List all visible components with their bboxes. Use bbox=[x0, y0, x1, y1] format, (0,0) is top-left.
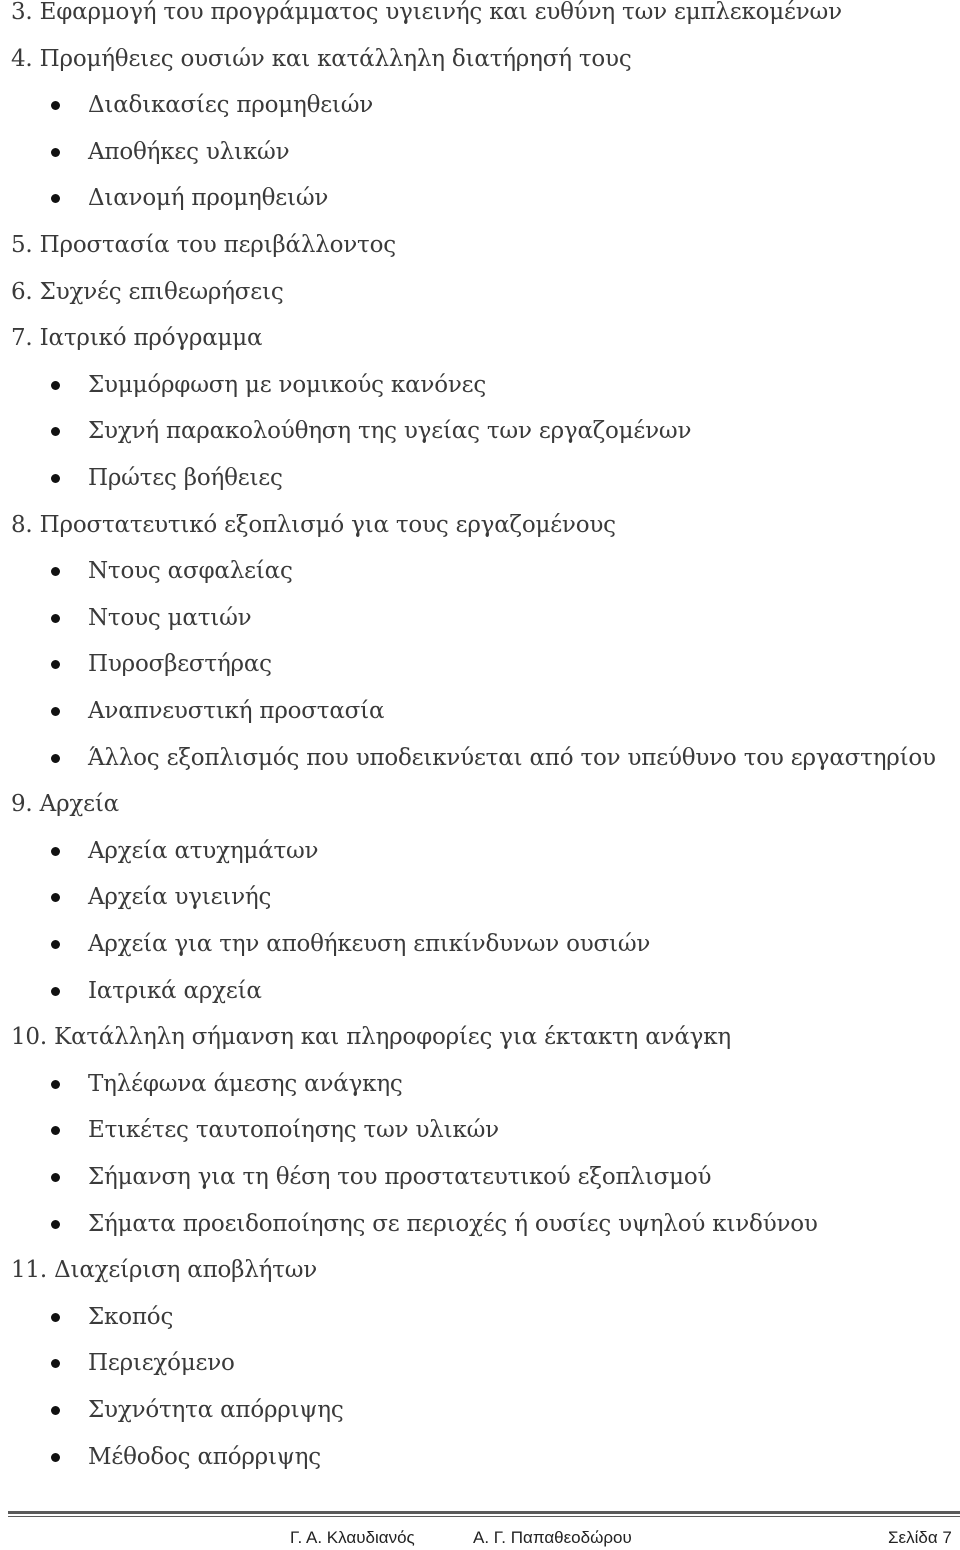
list-item bbox=[88, 743, 936, 773]
list-item bbox=[88, 836, 318, 866]
list-item-text: Συχνότητα απόρριψης bbox=[88, 1397, 344, 1423]
bullet-icon bbox=[51, 1173, 60, 1182]
footer-page-number: Σελίδα 7 bbox=[888, 1528, 952, 1547]
bullet-icon bbox=[51, 1406, 60, 1415]
list-item bbox=[88, 603, 251, 633]
bullet-icon bbox=[51, 194, 60, 203]
list-item-text: Διανομή προμηθειών bbox=[88, 185, 329, 212]
bullet-icon bbox=[51, 148, 60, 157]
list-item-text: Μέθοδος απόρριψης bbox=[88, 1443, 321, 1470]
bullet-icon bbox=[51, 707, 60, 716]
list-item bbox=[88, 1209, 818, 1239]
list-item bbox=[88, 1162, 711, 1192]
list-item bbox=[88, 696, 384, 726]
section-heading: 8. Προστατευτικό εξοπλισμό για τους εργαζομένους bbox=[11, 511, 616, 538]
list-item bbox=[88, 416, 691, 446]
list-item-text: Αρχεία υγιεινής bbox=[88, 884, 272, 911]
section-heading: 10. Κατάλληλη σήμανση και πληροφορίες για έκτακτη ανάγκη bbox=[11, 1024, 731, 1051]
footer-author-2: Α. Γ. Παπαθεοδώρου bbox=[473, 1528, 632, 1547]
section-heading: 3. Εφαρμογή του προγράμματος υγιεινής και ευθύνη των εμπλεκομένων bbox=[11, 0, 842, 25]
list-item bbox=[88, 1395, 344, 1425]
list-item bbox=[88, 1302, 173, 1332]
bullet-icon bbox=[51, 1220, 60, 1229]
section-heading: 11. Διαχείριση αποβλήτων bbox=[11, 1257, 318, 1284]
bullet-icon bbox=[51, 381, 60, 390]
list-item bbox=[88, 556, 293, 586]
bullet-icon bbox=[51, 660, 60, 669]
list-item bbox=[88, 370, 486, 400]
bullet-icon bbox=[51, 567, 60, 576]
bullet-icon bbox=[51, 940, 60, 949]
list-item-text: Συμμόρφωση με νομικούς κανόνες bbox=[88, 371, 487, 398]
list-item-text: Ετικέτες ταυτοποίησης των υλικών bbox=[88, 1117, 499, 1144]
list-item-text: Ντους ματιών bbox=[88, 604, 252, 631]
bullet-icon bbox=[51, 1453, 60, 1462]
bullet-icon bbox=[51, 1080, 60, 1089]
list-item bbox=[88, 90, 373, 120]
list-item bbox=[88, 1115, 499, 1145]
list-item-text: Αναπνευστική προστασία bbox=[88, 698, 385, 724]
list-item-text: Αρχεία ατυχημάτων bbox=[88, 837, 319, 864]
list-item-text: Αποθήκες υλικών bbox=[88, 138, 290, 165]
list-item-text: Ντους ασφαλείας bbox=[88, 558, 293, 585]
list-item-text: Σήματα προειδοποίησης σε περιοχές ή ουσίες υψηλού κινδύνου bbox=[88, 1210, 818, 1237]
bullet-icon bbox=[51, 987, 60, 996]
section-heading: 4. Προμήθειες ουσιών και κατάλληλη διατήρησή τους bbox=[11, 45, 632, 72]
footer-rule-thin bbox=[8, 1516, 960, 1517]
list-item-text: Πυροσβεστήρας bbox=[88, 651, 272, 678]
bullet-icon bbox=[51, 1359, 60, 1368]
footer-author-1: Γ. Α. Κλαυδιανός bbox=[290, 1528, 415, 1547]
bullet-icon bbox=[51, 474, 60, 483]
list-item bbox=[88, 1348, 235, 1378]
section-heading: 5. Προστασία του περιβάλλοντος bbox=[11, 232, 396, 258]
list-item-text: Πρώτες βοήθειες bbox=[88, 465, 283, 491]
list-item bbox=[88, 183, 328, 213]
list-item bbox=[88, 649, 272, 679]
list-item-text: Συχνή παρακολούθηση της υγείας των εργαζομένων bbox=[88, 418, 692, 445]
bullet-icon bbox=[51, 427, 60, 436]
list-item-text: Αρχεία για την αποθήκευση επικίνδυνων ουσιών bbox=[88, 931, 651, 957]
list-item bbox=[88, 137, 289, 167]
list-item-text: Ιατρικά αρχεία bbox=[88, 977, 262, 1004]
list-item bbox=[88, 1069, 403, 1099]
list-item-text: Τηλέφωνα άμεσης ανάγκης bbox=[88, 1070, 403, 1097]
list-item bbox=[88, 976, 262, 1006]
list-item bbox=[88, 1442, 321, 1472]
section-heading: 9. Αρχεία bbox=[11, 791, 119, 818]
bullet-icon bbox=[51, 893, 60, 902]
bullet-icon bbox=[51, 101, 60, 110]
list-item bbox=[88, 463, 283, 493]
bullet-icon bbox=[51, 1126, 60, 1135]
list-item bbox=[88, 929, 650, 959]
list-item-text: Διαδικασίες προμηθειών bbox=[88, 92, 374, 119]
list-item-text: Άλλος εξοπλισμός που υποδεικνύεται από τον υπεύθυνο του εργαστηρίου bbox=[88, 744, 936, 771]
list-item-text: Σήμανση για τη θέση του προστατευτικού εξοπλισμού bbox=[88, 1164, 712, 1190]
list-item-text: Περιεχόμενο bbox=[88, 1350, 235, 1377]
bullet-icon bbox=[51, 754, 60, 763]
bullet-icon bbox=[51, 614, 60, 623]
section-heading: 7. Ιατρικό πρόγραμμα bbox=[11, 325, 263, 352]
footer-rule-thick bbox=[8, 1511, 960, 1514]
list-item bbox=[88, 882, 271, 912]
bullet-icon bbox=[51, 847, 60, 856]
section-heading: 6. Συχνές επιθεωρήσεις bbox=[11, 278, 284, 305]
list-item-text: Σκοπός bbox=[88, 1303, 174, 1330]
bullet-icon bbox=[51, 1313, 60, 1322]
